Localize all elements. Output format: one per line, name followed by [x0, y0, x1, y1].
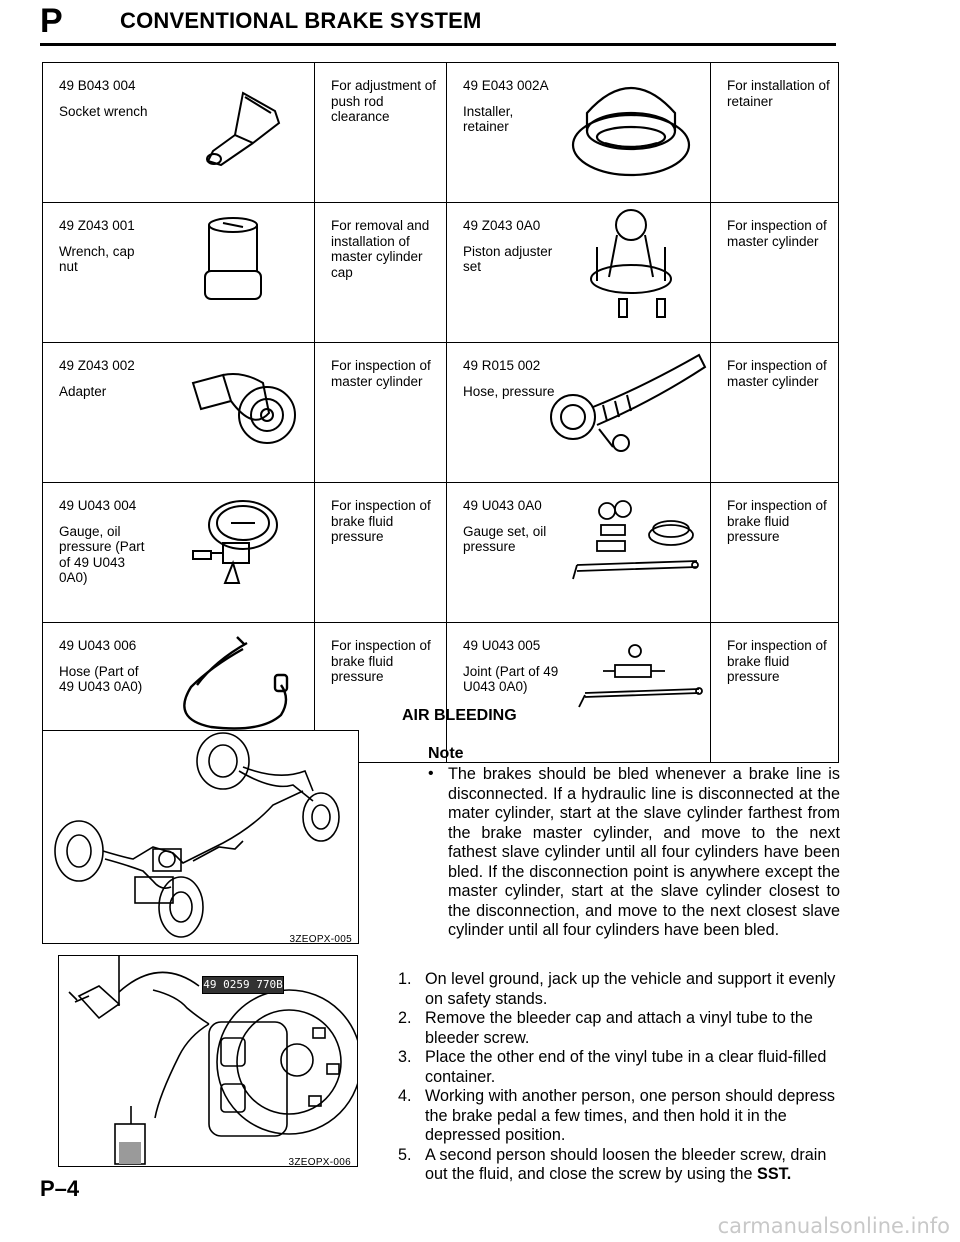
- step-number: 1.: [398, 970, 412, 988]
- tool-name: Joint (Part of 49 U043 0A0): [463, 663, 559, 694]
- pressure-gauge-icon: [181, 493, 301, 593]
- tool-name: Gauge set, oil pressure: [463, 523, 547, 554]
- tool-number: 49 Z043 0A0: [463, 218, 541, 233]
- purpose-cell: [315, 483, 447, 623]
- note-heading: Note: [428, 745, 464, 762]
- purpose-cell: [711, 343, 839, 483]
- tool-number: 49 Z043 001: [59, 218, 135, 233]
- tool-purpose: For inspection of brake fluid pressure: [331, 498, 431, 544]
- step-text: A second person should loosen the bleeder screw, drain out the fluid, and close the screw by using the: [425, 1145, 827, 1183]
- tool-purpose: For removal and installation of master cylinder cap: [331, 218, 430, 280]
- tool-name: Hose (Part of 49 U043 0A0): [59, 663, 143, 694]
- tool-cell: [447, 343, 711, 483]
- procedure-step: [398, 970, 840, 1009]
- tool-name: Gauge, oil pressure (Part of 49 U043 0A0): [59, 523, 145, 585]
- adapter-icon: [183, 353, 303, 453]
- tool-number: 49 U043 0A0: [463, 498, 542, 513]
- tool-purpose: For adjustment of push rod clearance: [331, 78, 437, 124]
- tool-number: 49 U043 005: [463, 638, 541, 653]
- step-text: Place the other end of the vinyl tube in a clear fluid-filled container.: [425, 1048, 827, 1086]
- gauge-set-icon: [567, 495, 707, 585]
- sst-emphasis: SST.: [757, 1165, 792, 1183]
- tool-label-text: 49 0259 770B: [203, 978, 283, 991]
- section-heading: AIR BLEEDING: [402, 707, 517, 724]
- tool-number: 49 B043 004: [59, 78, 136, 93]
- page-number: P–4: [40, 1176, 80, 1201]
- tool-cell: [43, 63, 315, 203]
- tool-name: Wrench, cap nut: [59, 243, 135, 274]
- procedure-step: [398, 1146, 840, 1185]
- tool-number: 49 U043 006: [59, 638, 137, 653]
- pressure-hose-icon: [533, 347, 709, 465]
- tool-number: 49 Z043 002: [59, 358, 135, 373]
- bleeding-figure: [58, 955, 358, 1167]
- purpose-cell: [315, 203, 447, 343]
- step-number: 3.: [398, 1048, 412, 1066]
- tool-number: 49 R015 002: [463, 358, 541, 373]
- tool-cell: [447, 483, 711, 623]
- tool-cell: [447, 623, 711, 763]
- purpose-cell: [315, 63, 447, 203]
- tool-cell: [43, 483, 315, 623]
- brake-line-layout-icon: [43, 731, 358, 943]
- tool-purpose: For inspection of master cylinder: [727, 358, 827, 389]
- brake-layout-figure: [42, 730, 359, 944]
- watermark: carmanualsonline.info: [717, 1214, 950, 1238]
- tool-row: [43, 483, 839, 623]
- header-rule: [40, 43, 836, 46]
- tool-name: Hose, pressure: [463, 383, 555, 399]
- installer-icon: [565, 73, 695, 183]
- tool-purpose: For inspection of brake fluid pressure: [727, 498, 827, 544]
- step-number: 4.: [398, 1087, 412, 1105]
- note-text: The brakes should be bled whenever a brake line is disconnected. If a hydraulic line is disconnected at the mater cylinder, start at the slave cylinder farthest from the brake master cylinder, and move to the next fathest slave cylinder until all four cylinders have been bled. If the disconnection point is anywhere except the master cylinder, start at the slave cylinder closest to the disconnection, and move to the next closest slave cylinder until all four cylinders have been bled.: [448, 765, 840, 939]
- tool-purpose: For inspection of brake fluid pressure: [727, 638, 827, 684]
- tool-name: Installer, retainer: [463, 103, 514, 134]
- tool-name: Piston adjuster set: [463, 243, 553, 274]
- step-number: 2.: [398, 1009, 412, 1027]
- figure-code: 3ZEOPX-005: [289, 934, 352, 945]
- procedure-step: [398, 1048, 840, 1087]
- tool-row: [43, 63, 839, 203]
- tool-name: Adapter: [59, 383, 107, 399]
- procedure-step: [398, 1087, 840, 1146]
- tool-number: 49 U043 004: [59, 498, 137, 513]
- procedure-steps: [398, 970, 840, 1185]
- hose-icon: [161, 629, 301, 739]
- purpose-cell: [711, 623, 839, 763]
- page-title: CONVENTIONAL BRAKE SYSTEM: [120, 8, 482, 33]
- step-text: Working with another person, one person should depress the brake pedal a few times, and then hold it in the depressed position.: [425, 1087, 836, 1144]
- joint-icon: [575, 639, 707, 719]
- bullet-icon: •: [428, 765, 434, 782]
- tool-label-badge: [202, 976, 284, 994]
- step-text: On level ground, jack up the vehicle and support it evenly on safety stands.: [425, 970, 836, 1008]
- tool-purpose: For inspection of master cylinder: [727, 218, 827, 249]
- section-letter: P: [40, 2, 63, 40]
- tool-row: [43, 343, 839, 483]
- socket-wrench-icon: [183, 83, 293, 168]
- tool-cell: [447, 63, 711, 203]
- step-text: Remove the bleeder cap and attach a vinyl tube to the bleeder screw.: [425, 1009, 813, 1047]
- purpose-cell: [315, 343, 447, 483]
- tool-cell: [447, 203, 711, 343]
- tool-purpose: For inspection of master cylinder: [331, 358, 431, 389]
- tool-cell: [43, 343, 315, 483]
- tool-cell: [43, 203, 315, 343]
- piston-adjuster-icon: [577, 207, 687, 327]
- step-number: 5.: [398, 1145, 412, 1164]
- cap-wrench-icon: [193, 213, 273, 313]
- purpose-cell: [711, 63, 839, 203]
- special-tools-table: [42, 62, 839, 763]
- tool-row: [43, 203, 839, 343]
- tool-number: 49 E043 002A: [463, 78, 549, 93]
- figure-code: 3ZEOPX-006: [288, 1157, 351, 1168]
- procedure-step: [398, 1009, 840, 1048]
- purpose-cell: [711, 203, 839, 343]
- purpose-cell: [711, 483, 839, 623]
- tool-purpose: For inspection of brake fluid pressure: [331, 638, 431, 684]
- tool-name: Socket wrench: [59, 103, 148, 119]
- tool-purpose: For installation of retainer: [727, 78, 830, 109]
